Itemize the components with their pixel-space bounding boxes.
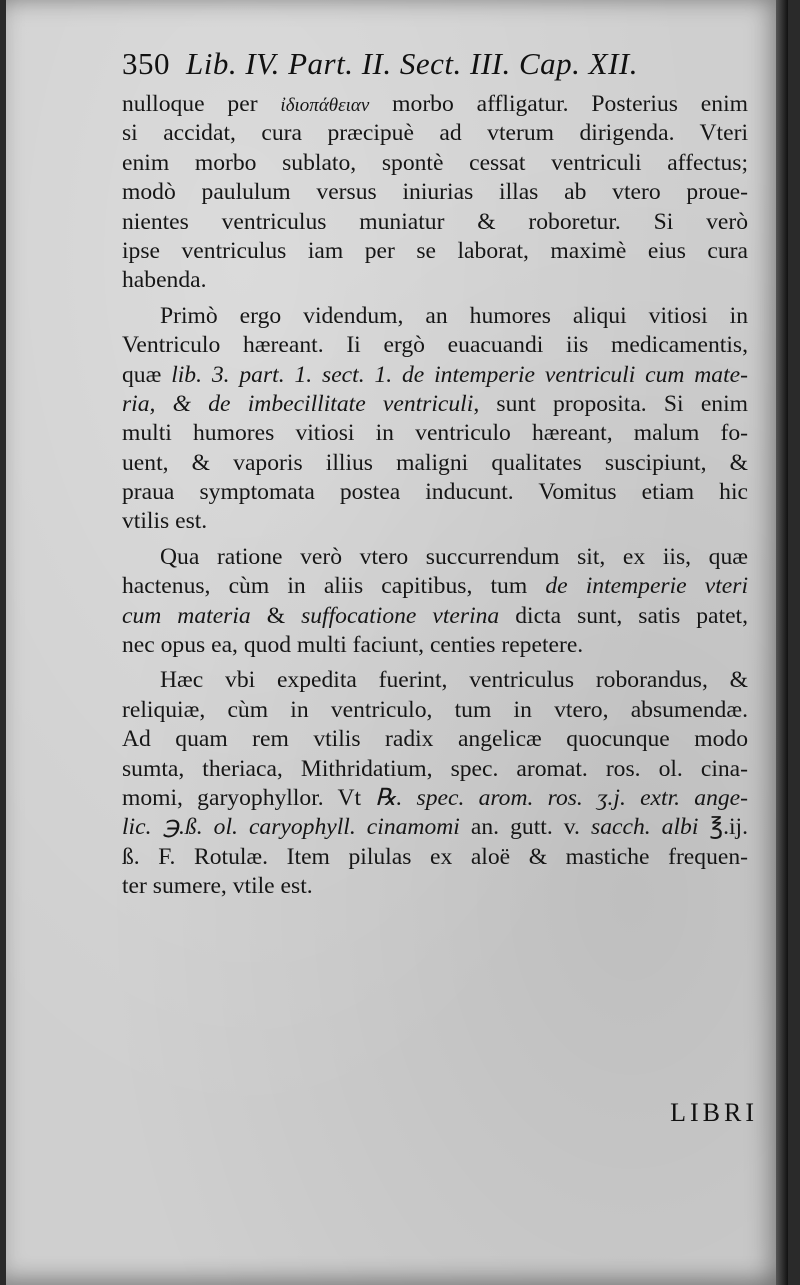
page-gutter-shadow — [776, 0, 788, 1285]
line-text: praua symptomata postea inducunt. Vomitus etiam hic — [122, 479, 748, 506]
book-page — [6, 0, 788, 1285]
text-line — [122, 572, 748, 601]
text-line — [122, 872, 748, 901]
line-text: quæ — [122, 361, 172, 388]
line-text: si accidat, cura præcipuè ad vterum dirigenda. Vteri — [122, 120, 748, 147]
italic-text: de intemperie vteri — [545, 573, 748, 600]
text-line — [122, 390, 748, 419]
text-line — [122, 666, 748, 695]
line-text: Primò ergo videndum, an humores aliqui vitiosi in — [160, 302, 748, 329]
text-line — [122, 90, 748, 119]
page-number: 350 — [122, 46, 170, 81]
line-text: hactenus, cùm in aliis capitibus, tum — [122, 573, 546, 600]
italic-text: sacch. albi — [591, 814, 699, 841]
text-line — [122, 696, 748, 725]
line-text: enim morbo sublato, spontè cessat ventriculi affectus; — [122, 149, 748, 176]
line-text: dicta sunt, satis patet, — [499, 602, 749, 629]
line-text: ß. F. Rotulæ. Item pilulas ex aloë & mastiche frequen- — [122, 843, 748, 870]
text-line — [122, 208, 748, 237]
italic-text: cum materia — [122, 602, 251, 629]
text-line — [122, 725, 748, 754]
line-text: habenda. — [122, 267, 207, 294]
text-line — [122, 631, 748, 660]
body-text — [122, 90, 748, 902]
line-text: nientes ventriculus muniatur & roboretur. Si verò — [122, 208, 748, 235]
text-line — [122, 843, 748, 872]
text-line — [122, 602, 748, 631]
catchword: LIBRI — [670, 1098, 758, 1127]
line-text: ipse ventriculus iam per se laborat, maximè eius cura — [122, 237, 748, 264]
text-line — [122, 478, 748, 507]
line-text: reliquiæ, cùm in ventriculo, tum in vtero, absumendæ. — [122, 696, 748, 723]
line-text: vtilis est. — [122, 508, 208, 535]
line-text: nec opus ea, quod multi faciunt, centies repetere. — [122, 632, 584, 659]
line-text: Qua ratione verò vtero succurrendum sit, ex iis, quæ — [160, 543, 748, 570]
text-line — [122, 149, 748, 178]
line-text: ℥.ij. — [698, 814, 748, 841]
greek-word: ἰδιοπάθειαν — [280, 95, 370, 116]
italic-text: ria, & de imbecillitate ventriculi — [122, 390, 474, 417]
text-line — [122, 302, 748, 331]
text-line — [122, 361, 748, 390]
running-header — [122, 46, 722, 86]
text-line — [122, 178, 748, 207]
text-line — [122, 419, 748, 448]
text-line — [122, 449, 748, 478]
line-text: morbo affligatur. Posterius enim — [369, 91, 748, 117]
text-line — [122, 784, 748, 813]
italic-text: ℞. spec. arom. ros. ʒ.j. extr. ange- — [375, 784, 748, 811]
line-text: Ad quam rem vtilis radix angelicæ quocunque modo — [122, 726, 748, 753]
line-text: multi humores vitiosi in ventriculo hæreant, malum fo- — [122, 420, 748, 447]
text-line — [122, 755, 748, 784]
line-text: ter sumere, vtile est. — [122, 873, 313, 900]
line-text: modò paululum versus iniurias illas ab vtero proue- — [122, 179, 748, 206]
text-line — [122, 237, 748, 266]
running-title: Lib. IV. Part. II. Sect. III. Cap. XII. — [186, 46, 638, 81]
text-line — [122, 543, 748, 572]
line-text: , sunt proposita. Si enim — [473, 390, 748, 417]
text-line — [122, 331, 748, 360]
text-line — [122, 119, 748, 148]
italic-text: lib. 3. part. 1. sect. 1. de intemperie ventriculi cum mate- — [171, 361, 748, 388]
line-text: & — [250, 602, 302, 629]
italic-text: suffocatione vterina — [301, 602, 500, 629]
line-text: uent, & vaporis illius maligni qualitates suscipiunt, & — [122, 449, 748, 476]
line-text: Hæc vbi expedita fuerint, ventriculus roborandus, & — [160, 667, 748, 694]
line-text: an. gutt. v. — [459, 814, 592, 841]
line-text: sumta, theriaca, Mithridatium, spec. aromat. ros. ol. cina- — [122, 755, 748, 782]
text-line — [122, 507, 748, 536]
line-text: momi, garyophyllor. Vt — [122, 784, 376, 811]
text-line — [122, 266, 748, 295]
line-text: nulloque per — [122, 91, 281, 117]
line-text: Ventriculo hæreant. Ii ergò euacuandi iis medicamentis, — [122, 332, 748, 359]
text-line — [122, 813, 748, 842]
italic-text: lic. ℈.ß. ol. caryophyll. cinamomi — [122, 814, 460, 841]
